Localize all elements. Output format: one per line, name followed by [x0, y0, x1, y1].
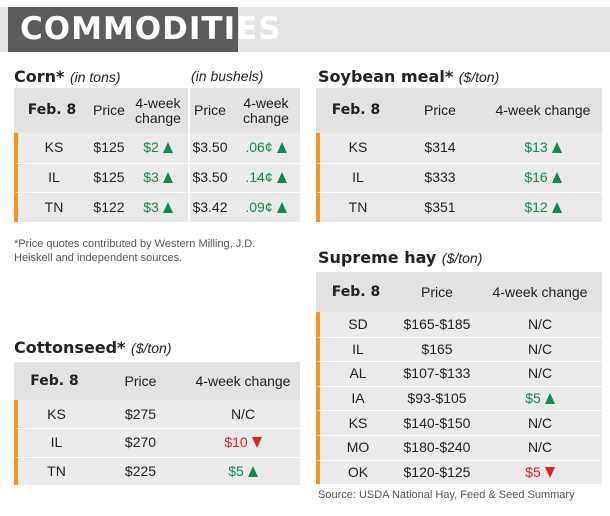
- banner-title: COMMODITIES: [8, 7, 238, 52]
- table-row: [14, 163, 300, 193]
- corn-price_tons-cell: $125: [93, 169, 125, 186]
- down-arrow-icon: [545, 467, 555, 478]
- cottonseed-title-text: Cottonseed*: [14, 338, 126, 357]
- table-row: [14, 428, 300, 456]
- hay-price-cell: $140-$150: [403, 414, 471, 431]
- corn-change_bu-cell-value: .09¢: [245, 198, 273, 215]
- hay-change-cell: [478, 312, 602, 337]
- corn-change_tons-cell-value: $3: [143, 169, 159, 186]
- hay-state-cell: IA: [351, 390, 365, 407]
- cottonseed-state-cell: TN: [47, 462, 66, 479]
- up-arrow-icon: [163, 142, 173, 153]
- hay-change-cell: [478, 338, 602, 362]
- corn-change_bu-cell: [232, 133, 300, 163]
- soybean-state-cell: IL: [352, 169, 364, 186]
- soybean-header-date: Feb. 8: [331, 102, 381, 118]
- cottonseed-change-cell-value: $5: [228, 462, 244, 479]
- cottonseed-header-price: Price: [124, 372, 157, 389]
- soybean-change-cell: [484, 164, 602, 193]
- cottonseed-change-cell: [186, 400, 300, 428]
- hay-price-cell: $180-$240: [403, 439, 471, 456]
- table-row: [14, 192, 300, 222]
- corn-change_tons-cell-value: $2: [143, 139, 159, 156]
- hay-unit: ($/ton): [441, 250, 483, 266]
- table-row: [316, 133, 602, 163]
- hay-header-change: 4-week change: [492, 283, 588, 300]
- hay-header-date: Feb. 8: [331, 283, 381, 300]
- cottonseed-state-cell: KS: [47, 405, 66, 422]
- table-row: [14, 457, 300, 485]
- source-note: Source: USDA National Hay, Feed & Seed Summary: [318, 489, 575, 501]
- hay-change-cell-value: $5: [525, 463, 541, 480]
- hay-price-cell: $107-$133: [403, 365, 471, 382]
- up-arrow-icon: [277, 142, 287, 153]
- corn-price_bu-cell: $3.42: [192, 198, 228, 215]
- hay-change-cell-value: N/C: [527, 365, 553, 382]
- up-arrow-icon: [248, 466, 258, 477]
- hay-header-price: Price: [421, 283, 453, 300]
- cottonseed-title: [14, 338, 172, 357]
- corn-title: [14, 67, 121, 86]
- up-arrow-icon: [277, 172, 287, 183]
- hay-table: [316, 272, 602, 484]
- hay-change-cell: [478, 362, 602, 386]
- cottonseed-state-cell: IL: [50, 434, 63, 451]
- hay-change-cell-value: N/C: [527, 414, 553, 431]
- cottonseed-change-cell-value: N/C: [230, 405, 256, 422]
- soybean-table: [316, 88, 602, 221]
- commodities-banner: [0, 0, 610, 55]
- corn-header-date: Feb. 8: [27, 102, 77, 118]
- corn-change_tons-cell: [128, 193, 188, 222]
- table-row: [14, 133, 300, 163]
- up-arrow-icon: [552, 142, 562, 153]
- hay-state-cell: KS: [348, 414, 368, 431]
- cottonseed-header-date: Feb. 8: [30, 372, 79, 389]
- corn-change_bu-cell-value: .14¢: [245, 169, 273, 186]
- soybean-state-cell: KS: [348, 139, 368, 156]
- soybean-header-price: Price: [424, 102, 456, 118]
- table-row: [316, 460, 602, 485]
- corn-table: [14, 88, 300, 221]
- hay-state-cell: MO: [346, 439, 370, 456]
- hay-title-text: Supreme hay: [318, 248, 437, 267]
- cottonseed-header-row: [14, 362, 300, 400]
- soybean-header-change: 4-week change: [495, 102, 591, 118]
- corn-price_bu-cell: $3.50: [192, 169, 228, 186]
- corn-header-change: 4-week change: [135, 94, 181, 126]
- soybean-state-cell: TN: [348, 198, 368, 215]
- soybean-change-cell-value: $12: [524, 198, 548, 215]
- soybean-title: [318, 67, 499, 86]
- table-row: [14, 400, 300, 428]
- table-row: [316, 410, 602, 435]
- hay-state-cell: AL: [349, 365, 367, 382]
- corn-state-cell: TN: [44, 198, 64, 215]
- soybean-change-cell: [484, 193, 602, 222]
- table-row: [316, 386, 602, 411]
- soybean-change-cell-value: $13: [524, 139, 548, 156]
- soybean-change-cell: [484, 133, 602, 163]
- corn-state-cell: IL: [48, 169, 60, 186]
- down-arrow-icon: [252, 437, 262, 448]
- cottonseed-unit: ($/ton): [131, 340, 172, 356]
- cottonseed-price-cell: $270: [124, 434, 157, 451]
- cottonseed-price-cell: $225: [124, 462, 157, 479]
- up-arrow-icon: [163, 202, 173, 213]
- hay-change-cell-value: N/C: [527, 315, 553, 332]
- up-arrow-icon: [545, 393, 555, 404]
- soybean-price-cell: $314: [424, 139, 456, 156]
- corn-column-divider: [188, 88, 190, 221]
- up-arrow-icon: [163, 172, 173, 183]
- hay-change-cell: [478, 461, 602, 485]
- table-row: [316, 163, 602, 193]
- table-row: [316, 312, 602, 337]
- hay-state-cell: IL: [352, 340, 364, 357]
- price-footnote: *Price quotes contributed by Western Milling, J.D. Heiskell and independent sources.: [14, 238, 256, 264]
- soybean-price-cell: $333: [424, 169, 456, 186]
- corn-unit-bushels: (in bushels): [191, 68, 264, 84]
- corn-change_bu-cell: [232, 193, 300, 222]
- hay-change-cell: [478, 411, 602, 435]
- table-row: [316, 337, 602, 362]
- corn-state-cell: KS: [44, 139, 64, 156]
- corn-header-price: Price: [93, 102, 125, 118]
- corn-title-text: Corn*: [14, 67, 65, 86]
- corn-change_bu-cell: [232, 164, 300, 193]
- hay-header-row: [316, 272, 602, 312]
- cottonseed-table: [14, 362, 300, 485]
- corn-price_tons-cell: $122: [93, 198, 125, 215]
- hay-price-cell: $120-$125: [403, 463, 471, 480]
- up-arrow-icon: [552, 202, 562, 213]
- corn-header-price-bushels: Price: [194, 102, 226, 118]
- hay-title: [318, 248, 482, 267]
- corn-header-row: [14, 88, 300, 133]
- soybean-unit: ($/ton): [458, 69, 500, 85]
- cottonseed-header-change: 4-week change: [195, 372, 291, 389]
- table-row: [316, 435, 602, 460]
- hay-price-cell: $165: [421, 340, 453, 357]
- corn-price_tons-cell: $125: [93, 139, 125, 156]
- hay-price-cell: $165-$185: [403, 315, 471, 332]
- up-arrow-icon: [277, 202, 287, 213]
- hay-state-cell: OK: [347, 463, 369, 480]
- cottonseed-change-cell: [186, 429, 300, 456]
- table-row: [316, 192, 602, 222]
- hay-price-cell: $93-$105: [407, 390, 467, 407]
- table-row: [316, 361, 602, 386]
- hay-change-cell-value: N/C: [527, 340, 553, 357]
- corn-change_tons-cell-value: $3: [143, 198, 159, 215]
- soybean-header-row: [316, 88, 602, 133]
- soybean-title-text: Soybean meal*: [318, 67, 454, 86]
- hay-state-cell: SD: [348, 315, 368, 332]
- cottonseed-price-cell: $275: [124, 405, 157, 422]
- corn-change_bu-cell-value: .06¢: [245, 139, 273, 156]
- corn-unit-tons: (in tons): [69, 69, 121, 85]
- cottonseed-change-cell-value: $10: [224, 434, 248, 451]
- corn-change_tons-cell: [128, 164, 188, 193]
- corn-change_tons-cell: [128, 133, 188, 163]
- soybean-price-cell: $351: [424, 198, 456, 215]
- hay-change-cell: [478, 387, 602, 411]
- up-arrow-icon: [552, 172, 562, 183]
- hay-change-cell-value: N/C: [527, 439, 553, 456]
- corn-header-change-bushels: 4-week change: [243, 94, 289, 126]
- hay-change-cell: [478, 436, 602, 460]
- cottonseed-change-cell: [186, 458, 300, 485]
- hay-change-cell-value: $5: [525, 390, 541, 407]
- corn-price_bu-cell: $3.50: [192, 139, 228, 156]
- soybean-change-cell-value: $16: [524, 169, 548, 186]
